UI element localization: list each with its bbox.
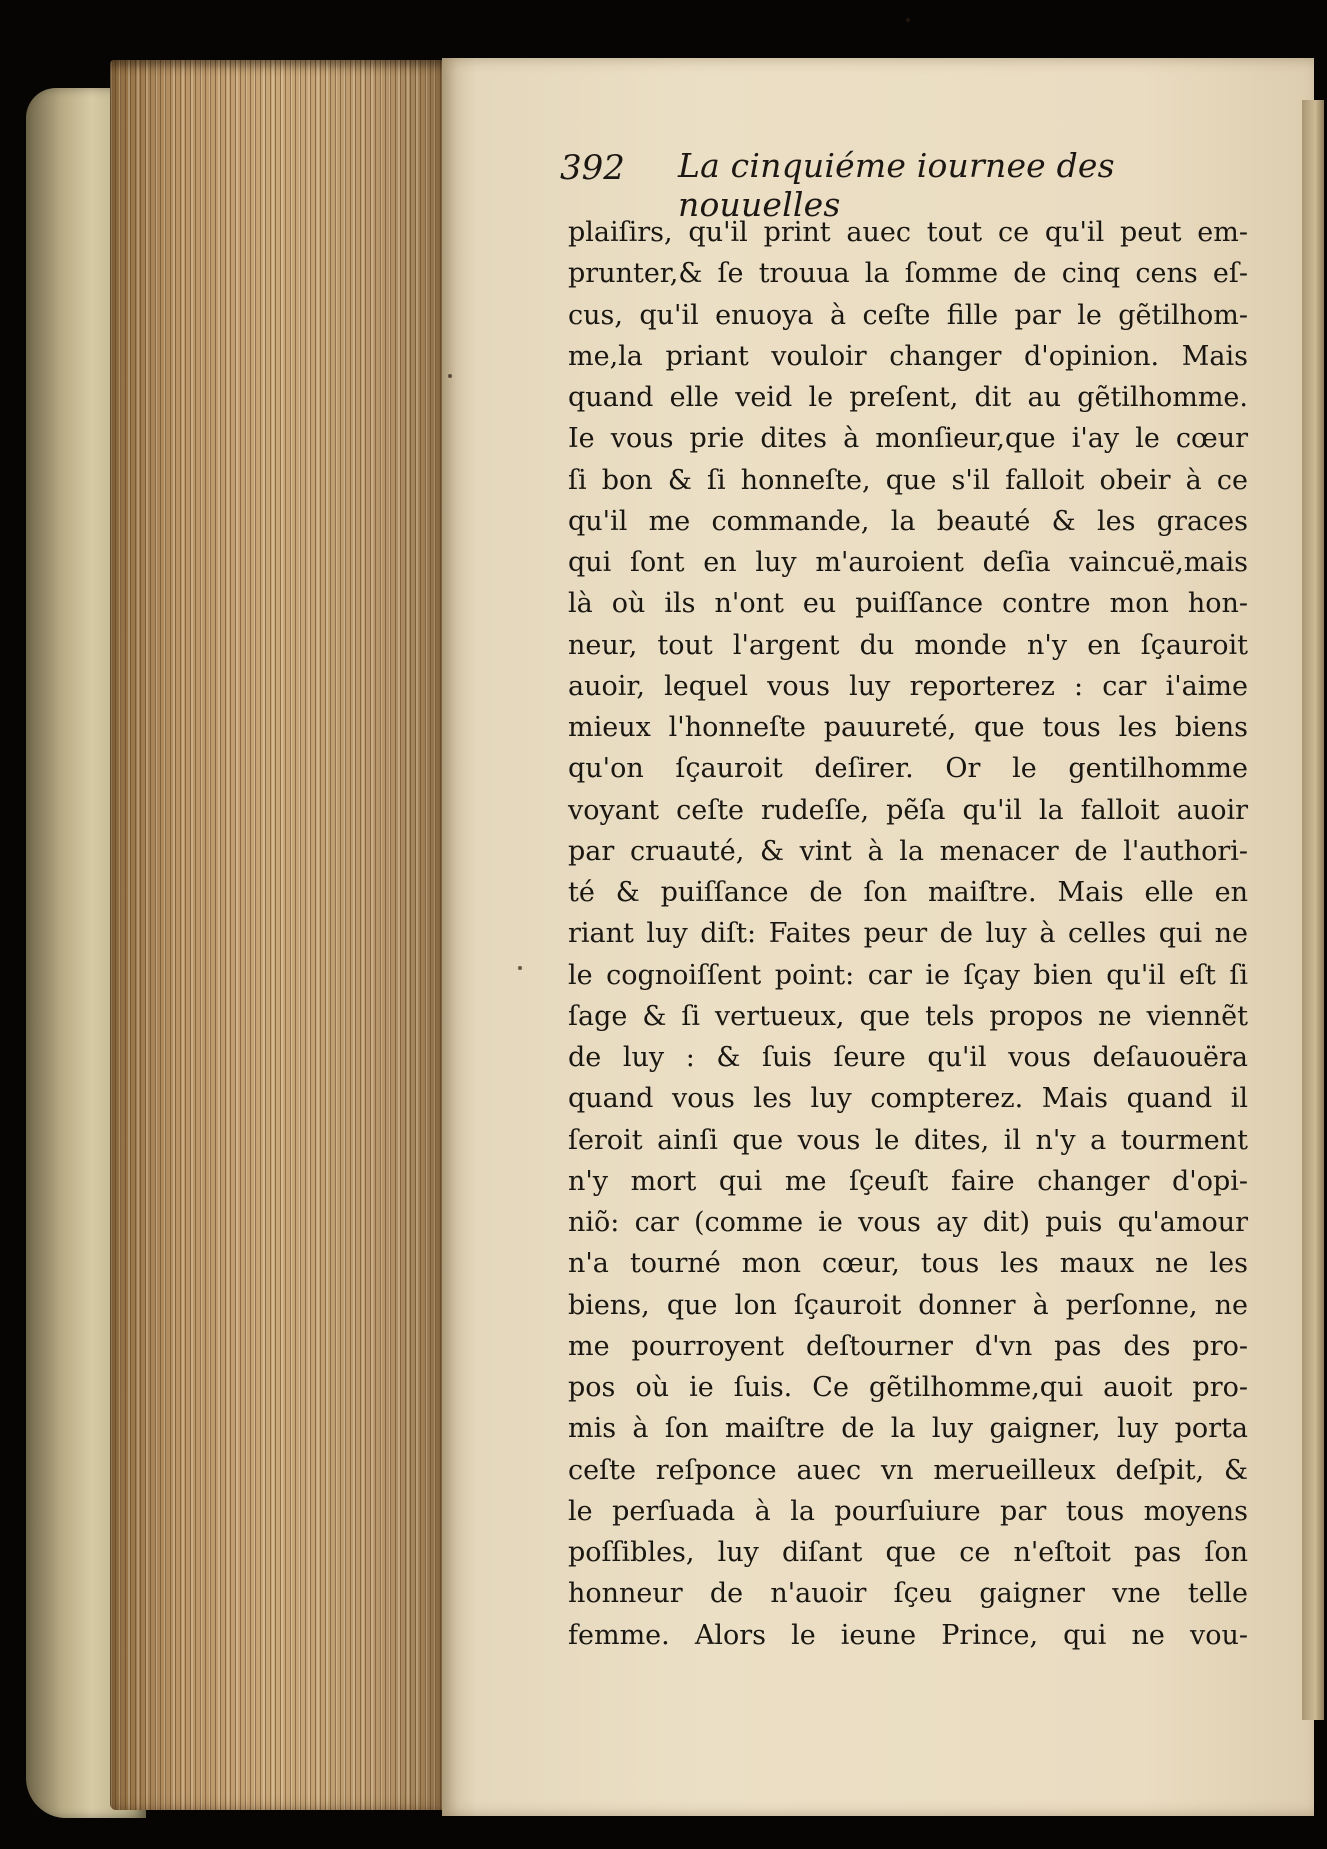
- text-line: auoir, lequel vous luy reporterez : car i'aime: [568, 670, 1248, 702]
- page-header: [560, 146, 1220, 224]
- text-line: té & puiſſance de ſon maiſtre. Mais elle en: [568, 877, 1248, 908]
- text-line: biens, que lon ſçauroit donner à perſonne, ne: [568, 1289, 1248, 1321]
- paper-speck: [906, 18, 910, 22]
- text-line: ceſte reſponce auec vn merueilleux deſpit, &: [568, 1454, 1248, 1486]
- text-line: riant luy diſt: Faites peur de luy à celles qui ne: [568, 918, 1248, 950]
- paper-speck: [448, 374, 452, 378]
- text-line: qui ſont en luy m'auroient deſia vaincuë,mais: [568, 547, 1248, 578]
- text-line: n'y mort qui me ſçeuſt faire changer d'opi-: [568, 1165, 1248, 1197]
- text-line: cus, qu'il enuoya à ceſte fille par le gẽtilhom-: [568, 299, 1248, 331]
- text-line: par cruauté, & vint à la menacer de l'authori-: [568, 835, 1248, 867]
- text-line: me,la priant vouloir changer d'opinion. Mais: [568, 340, 1248, 372]
- text-line: mieux l'honneſte pauureté, que tous les biens: [568, 712, 1248, 743]
- running-head: La cinquiéme iournee des nouuelles: [678, 146, 1115, 224]
- text-line: ſeroit ainſi que vous le dites, il n'y a tourment: [568, 1124, 1248, 1156]
- text-line: mis à ſon maiſtre de la luy gaigner, luy porta: [568, 1413, 1248, 1445]
- body-text: [568, 212, 1248, 1656]
- text-line: pos où ie ſuis. Ce gẽtilhomme,qui auoit pro-: [568, 1372, 1248, 1403]
- text-line: poſſibles, luy diſant que ce n'eſtoit pas ſon: [568, 1537, 1248, 1568]
- facing-page-edge: [1302, 100, 1324, 1720]
- text-line: le cognoiſſent point: car ie ſçay bien qu'il eſt ſi: [568, 959, 1248, 991]
- text-line: plaiſirs, qu'il print auec tout ce qu'il peut em-: [568, 217, 1248, 248]
- text-line: qu'on ſçauroit deſirer. Or le gentilhomme: [568, 753, 1248, 785]
- text-line: là où ils n'ont eu puiſſance contre mon hon-: [568, 588, 1248, 620]
- text-line: niõ: car (comme ie vous ay dit) puis qu'amour: [568, 1207, 1248, 1238]
- text-line: me pourroyent deſtourner d'vn pas des pro-: [568, 1330, 1248, 1362]
- text-line: quand elle veid le preſent, dit au gẽtilhomme.: [568, 382, 1248, 413]
- text-line: femme. Alors le ieune Prince, qui ne vou-: [568, 1619, 1248, 1651]
- text-line: ſage & ſi vertueux, que tels propos ne viennẽt: [568, 1000, 1248, 1032]
- text-line: n'a tourné mon cœur, tous les maux ne les: [568, 1248, 1248, 1280]
- text-line: quand vous les luy compterez. Mais quand il: [568, 1083, 1248, 1115]
- text-line: voyant ceſte rudeſſe, pẽſa qu'il la falloit auoir: [568, 794, 1248, 826]
- text-line: prunter,& ſe trouua la ſomme de cinq cens eſ-: [568, 258, 1248, 290]
- text-line: ſi bon & ſi honneſte, que s'il falloit obeir à ce: [568, 464, 1248, 496]
- text-line: de luy : & ſuis ſeure qu'il vous deſauouëra: [568, 1042, 1248, 1073]
- text-line: Ie vous prie dites à monſieur,que i'ay le cœur: [568, 423, 1248, 455]
- paper-speck: [518, 966, 522, 970]
- text-line: le perſuada à la pourſuiure par tous moyens: [568, 1495, 1248, 1527]
- text-line: qu'il me commande, la beauté & les graces: [568, 505, 1248, 537]
- page-number: 392: [560, 148, 625, 188]
- text-line: neur, tout l'argent du monde n'y en ſçauroit: [568, 629, 1248, 661]
- page-edges-stack: [110, 60, 450, 1810]
- text-line: honneur de n'auoir ſçeu gaigner vne telle: [568, 1578, 1248, 1610]
